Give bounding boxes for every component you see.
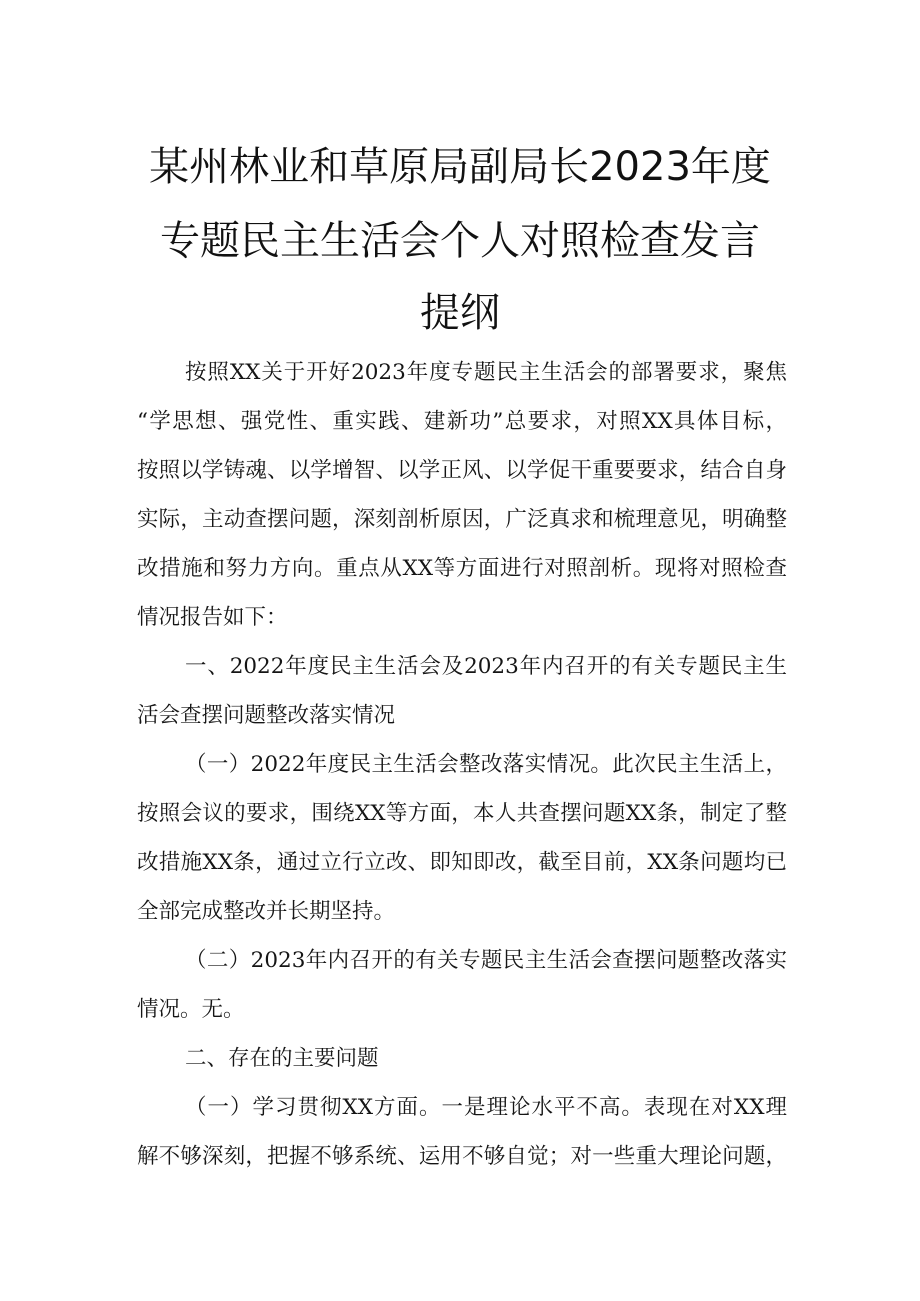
document-title-line-3: 提纲	[420, 290, 500, 336]
paragraph-intro	[137, 348, 787, 642]
text-line: （一）2022年度民主生活会整改落实情况。此次民主生活上，	[185, 752, 787, 777]
text-line: （一）学习贯彻XX方面。一是理论水平不高。表现在对XX理	[185, 1095, 787, 1120]
text-line: 活会查摆问题整改落实情况	[137, 703, 396, 728]
text-line: 二、存在的主要问题	[185, 1046, 379, 1071]
paragraph-subsection-2	[137, 936, 787, 1034]
section-heading-2	[137, 1034, 787, 1083]
text-line: 情况报告如下：	[137, 605, 288, 630]
paragraph-problems-1	[137, 1083, 787, 1181]
text-line: 按照会议的要求，围绕XX等方面，本人共查摆问题XX条，制定了整	[137, 801, 787, 826]
paragraph-subsection-1	[137, 740, 787, 936]
text-line: 一、2022年度民主生活会及2023年内召开的有关专题民主生	[185, 654, 787, 679]
text-line: 全部完成整改并长期坚持。	[137, 899, 396, 924]
text-line: （二）2023年内召开的有关专题民主生活会查摆问题整改落实	[185, 948, 787, 973]
section-heading-1	[137, 642, 787, 740]
text-line: 解不够深刻，把握不够系统、运用不够自觉；对一些重大理论问题，	[137, 1144, 787, 1169]
text-line: “学思想、强党性、重实践、建新功”总要求，对照XX具体目标，	[137, 409, 787, 434]
document-title-line-1: 某州林业和草原局副局长2023年度	[149, 144, 771, 190]
text-line: 按照XX关于开好2023年度专题民主生活会的部署要求，聚焦	[185, 360, 787, 385]
text-line: 改措施XX条，通过立行立改、即知即改，截至目前，XX条问题均已	[137, 850, 787, 875]
text-line: 情况。无。	[137, 997, 245, 1022]
text-line: 改措施和努力方向。重点从XX等方面进行对照剖析。现将对照检查	[137, 556, 787, 581]
document-title-line-2: 专题民主生活会个人对照检查发言	[160, 218, 760, 264]
text-line: 按照以学铸魂、以学增智、以学正风、以学促干重要要求，结合自身	[137, 458, 787, 483]
document-body	[137, 348, 787, 1181]
text-line: 实际，主动查摆问题，深刻剖析原因，广泛真求和梳理意见，明确整	[137, 507, 787, 532]
